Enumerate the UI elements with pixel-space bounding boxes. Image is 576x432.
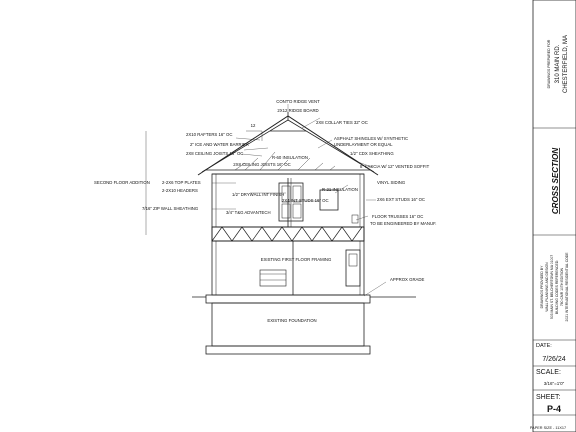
note-int-studs: 2X4 INT STUDS 16" OC [282,198,329,203]
provided-by-2: WALL PLANNING AND DESIGN [545,262,549,312]
note-rafters: 2X10 RAFTERS 16" OC [186,132,233,137]
address-line-2: CHESTERFIELD, MA [563,34,569,94]
note-advantech: 3/4" T&G ADVANTECH [226,210,271,215]
note-r21: R-21 INSULATION [322,187,358,192]
provided-by-6: 2021 INTERNATIONAL RESIDENTIAL CODE [565,252,569,322]
note-r60: R-60 INSULATION [272,155,308,160]
date-value: 7/26/24 [542,356,566,363]
scale-value: 3/16"=1'0" [543,381,565,386]
note-foundation: EXISTING FOUNDATION [267,318,317,323]
note-headers: 2-2X10 HEADERS [162,188,198,193]
provided-by-4: BUILDING CODES REFERENCED: [555,259,559,315]
sheet-label: SHEET: [536,394,561,401]
note-top-plates: 2-2X6 TOP PLATES [162,180,201,185]
note-fascia: 8" FASCIA W/ 12" VENTED SOFFIT [360,164,430,169]
note-zip: 7/16" ZIP WALL SHEATHING [142,206,199,211]
provided-by-5: 780 CMR 10TH EDITION [560,267,564,307]
note-shingles-1: ASPHALT SHINGLES W/ SYNTHETIC [334,136,409,141]
provided-by-3: 503 MAIN ST. BELCHERTOWN MA 01007 [550,254,554,320]
note-drywall: 1/2" DRYWALL INT FINISH [232,192,285,197]
note-approx-grade: APPROX GRADE [390,277,425,282]
sheet-number: P-4 [546,404,562,414]
note-trusses-1: FLOOR TRUSSES 16" OC [372,214,424,219]
note-trusses-2: TO BE ENGINEERED BY MANUF. [370,221,437,226]
note-vinyl: VINYL SIDING [377,180,406,185]
note-ice-water: 2" ICE AND WATER BARRIER [190,142,249,147]
note-ridge-vent: CONT'D RIDGE VENT [276,99,320,104]
scale-label: SCALE: [536,369,561,376]
sheet-title: CROSS SECTION [551,147,560,215]
note-ridge-board: 2X12 RIDGE BOARD [277,108,319,113]
provided-by-1: DRAWINGS PROVIDED BY [540,265,544,309]
note-cdx: 1/2" CDX SHEATHING [350,151,394,156]
paper-size: PAPER SIZE - 11X17 [529,426,567,430]
note-second-floor: SECOND FLOOR ADDITION [94,180,150,185]
date-label: DATE: [536,343,552,349]
note-collar-ties: 2X8 COLLAR TIES 32" OC [316,120,368,125]
note-shingles-2: UNDERLAYMENT OR EQUAL [334,142,393,147]
note-ext-studs: 2X6 EXT STUDS 16" OC [377,197,426,202]
note-ceiling-joists: 2X8 CEILING JOISTS 16" OC [186,151,244,156]
note-pitch: 12 [250,123,256,128]
note-ceiling-joists-2: 2X8 CEILING JOISTS 16" OC [233,162,291,167]
note-first-floor: EXISTING FIRST FLOOR FRAMING [260,257,332,262]
prepared-for-label: DRAWINGS PREPARED FOR [547,39,551,89]
address-line-1: 310 MAIN RD. [555,44,561,84]
